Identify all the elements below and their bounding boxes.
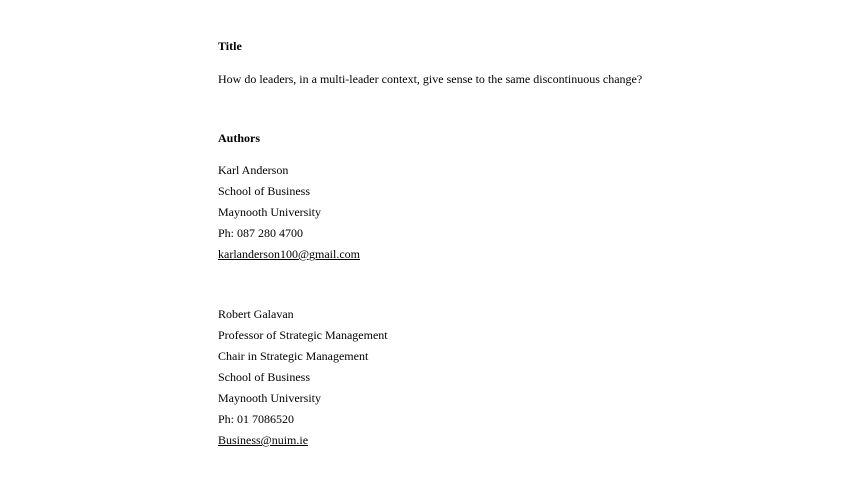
- author-phone: Ph: 01 7086520: [218, 412, 295, 426]
- author-affiliation-line: School of Business: [218, 184, 311, 198]
- authors-heading: Authors: [218, 131, 261, 145]
- author-affiliation-line: School of Business: [218, 370, 311, 384]
- author-affiliation-line: Maynooth University: [218, 391, 321, 405]
- author-name: Karl Anderson: [218, 163, 289, 177]
- author-email-link[interactable]: Business@nuim.ie: [218, 433, 309, 447]
- paper-title: How do leaders, in a multi-leader context, give sense to the same discontinuous change?: [218, 72, 643, 86]
- author-affiliation-line: Professor of Strategic Management: [218, 328, 388, 342]
- author-name: Robert Galavan: [218, 307, 294, 321]
- title-heading: Title: [218, 39, 242, 53]
- author-email-link[interactable]: karlanderson100@gmail.com: [218, 247, 361, 261]
- author-affiliation-line: Chair in Strategic Management: [218, 349, 369, 363]
- author-affiliation-line: Maynooth University: [218, 205, 321, 219]
- author-phone: Ph: 087 280 4700: [218, 226, 304, 240]
